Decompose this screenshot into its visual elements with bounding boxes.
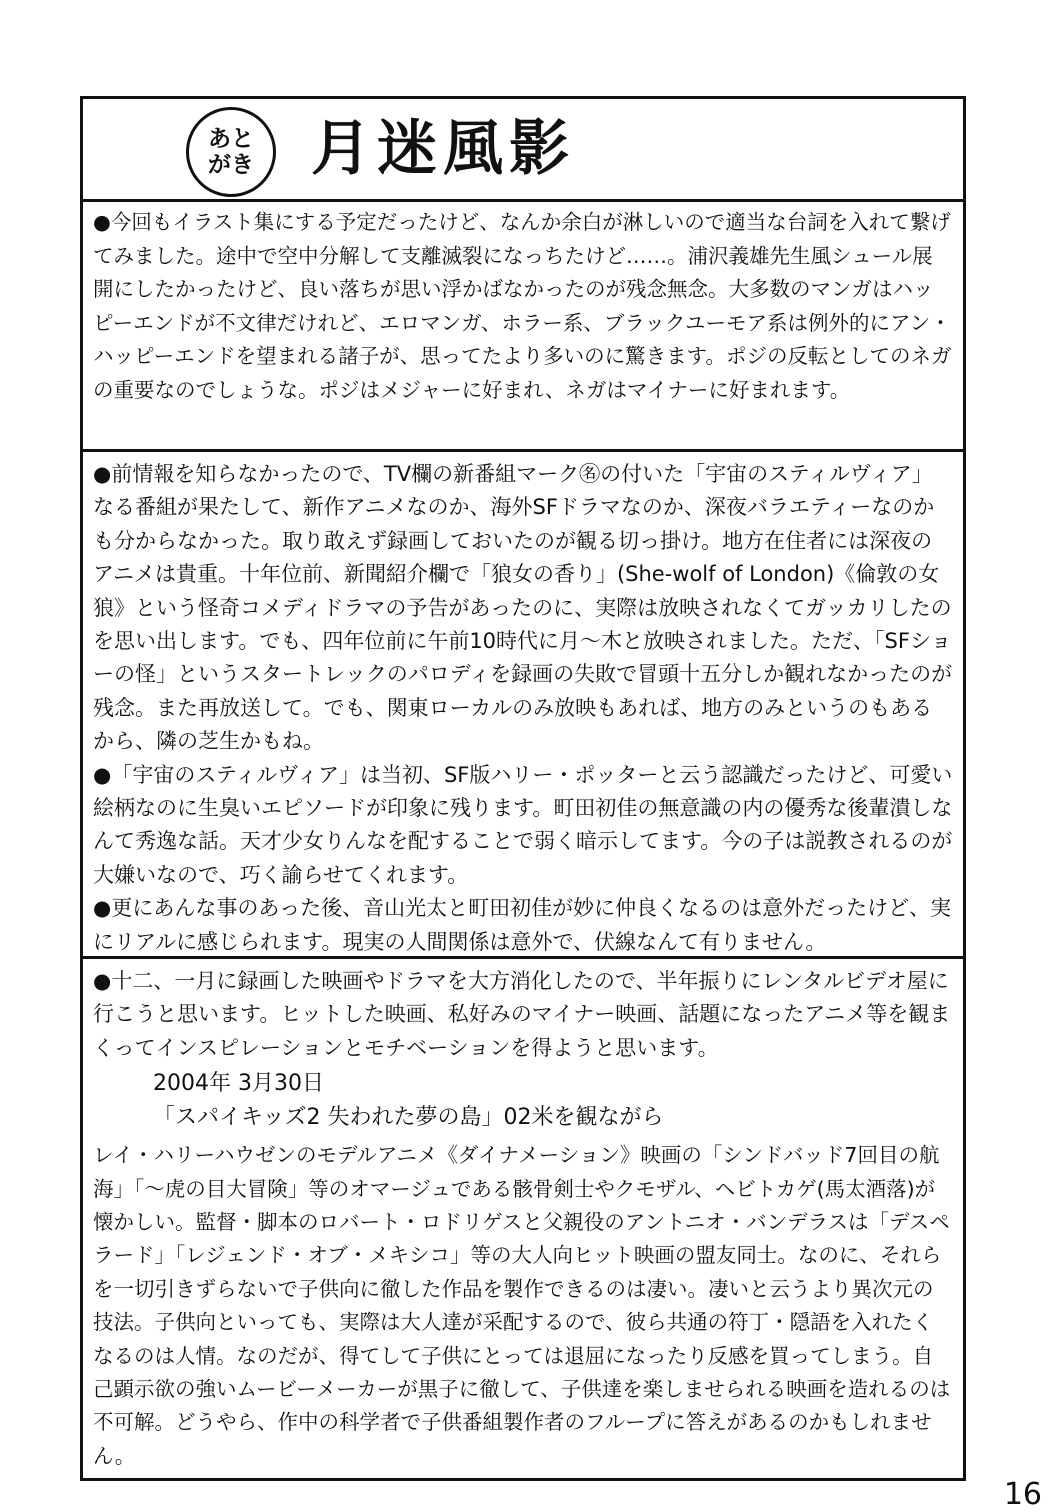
afterword-frame <box>80 96 966 1481</box>
movie-review-paragraph: レイ・ハリーハウゼンのモデルアニメ《ダイナメーション》映画の「シンドバッド7回目の航海」「～虎の目大冒険」等のオマージュである骸骨剣士やクモザル、ヘビトカゲ(馬太酒落)が懐かしい。監督・脚本のロバート・ロドリゲスと父親役のアントニオ・バンデラスは「デスペラード」「レジェンド・オブ・メキシコ」等の大人向ヒット映画の盟友同士。なのに、それらを一切引きずらないで子供向に徹した作品を製作できるのは凄い。凄いと云うより異次元の技法。子供向といっても、実際は大人達が采配するので、彼ら共通の符丁・隠語を入れたくなるのは人情。なのだが、得てして子供にとっては退屈になったり反感を買ってしまう。自己顕示欲の強いムービーメーカーが黒子に徹して、子供達を楽しませられる映画を造れるのは不可解。どうやら、作中の科学者で子供番組製作者のフループに答えがあるのかもしれません。 <box>93 1143 951 1468</box>
badge-line-2: がき <box>208 152 254 178</box>
section-1 <box>83 202 963 452</box>
header-box <box>83 99 963 202</box>
section-2-paragraph-2: ●「宇宙のスティルヴィア」は当初、SF版ハリー・ポッターと云う認識だったけど、可愛い絵柄なのに生臭いエピソードが印象に残ります。町田初佳の無意識の内の優秀な後輩潰しなんて秀逸な話。天才少女りんなを配することで弱く暗示してます。今の子は説教されるのが大嫌いなので、巧く諭らせてくれます。 <box>93 762 953 887</box>
section-2-paragraph-3: ●更にあんな事のあった後、音山光太と町田初佳が妙に仲良くなるのは意外だったけど、実にリアルに感じられます。現実の人間関係は意外で、伏線なんて有りません。 <box>93 896 952 954</box>
page-title: 月迷風影 <box>311 114 575 184</box>
section-3-paragraph-1: ●十二、一月に録画した映画やドラマを大方消化したので、半年振りにレンタルビデオ屋に行こうと思います。ヒットした映画、私好みのマイナー映画、話題になったアニメ等を観まくってインスピレーションとモチベーションを得ようと思います。 <box>93 969 951 1060</box>
atogaki-badge <box>186 107 276 197</box>
section-3 <box>83 961 963 1481</box>
section-2 <box>83 454 963 959</box>
badge-line-1: あと <box>208 126 254 152</box>
viewing-line: 「スパイキッズ2 失われた夢の島」02米を観ながら <box>153 1105 664 1131</box>
page-number: 16 <box>1003 1477 1042 1512</box>
date-line: 2004年 3月30日 <box>153 1071 324 1097</box>
section-1-paragraph-1: ●今回もイラスト集にする予定だったけど、なんか余白が淋しいので適当な台詞を入れて繋げてみました。途中で空中分解して支離滅裂になっちたけど……。浦沢義雄先生風シュール展開にしたかったけど、良い落ちが思い浮かばなかったのが残念無念。大多数のマンガはハッピーエンドが不文律だけれど、エロマンガ、ホラー系、ブラックユーモア系は例外的にアン・ハッピーエンドを望まれる諸子が、思ってたより多いのに驚きます。ポジの反転としてのネガの重要なのでしょうな。ポジはメジャーに好まれ、ネガはマイナーに好まれます。 <box>93 210 952 402</box>
section-2-paragraph-1: ●前情報を知らなかったので、TV欄の新番組マーク㊔の付いた「宇宙のスティルヴィア」なる番組が果たして、新作アニメなのか、海外SFドラマなのか、深夜バラエティーなのかも分からなかった。取り敢えず録画しておいたのが観る切っ掛け。地方在住者には深夜のアニメは貴重。十年位前、新聞紹介欄で「狼女の香り」(She-wolf of London)《倫敦の女狼》という怪奇コメディドラマの予告があったのに、実際は放映されなくてガッカリしたのを思い出します。でも、四年位前に午前10時代に月～木と放映されました。ただ、「SFショーの怪」というスタートレックのパロディを録画の失敗で冒頭十五分しか観れなかったのが残念。また再放送して。でも、関東ローカルのみ放映もあれば、地方のみというのもあるから、隣の芝生かもね。 <box>93 462 953 754</box>
